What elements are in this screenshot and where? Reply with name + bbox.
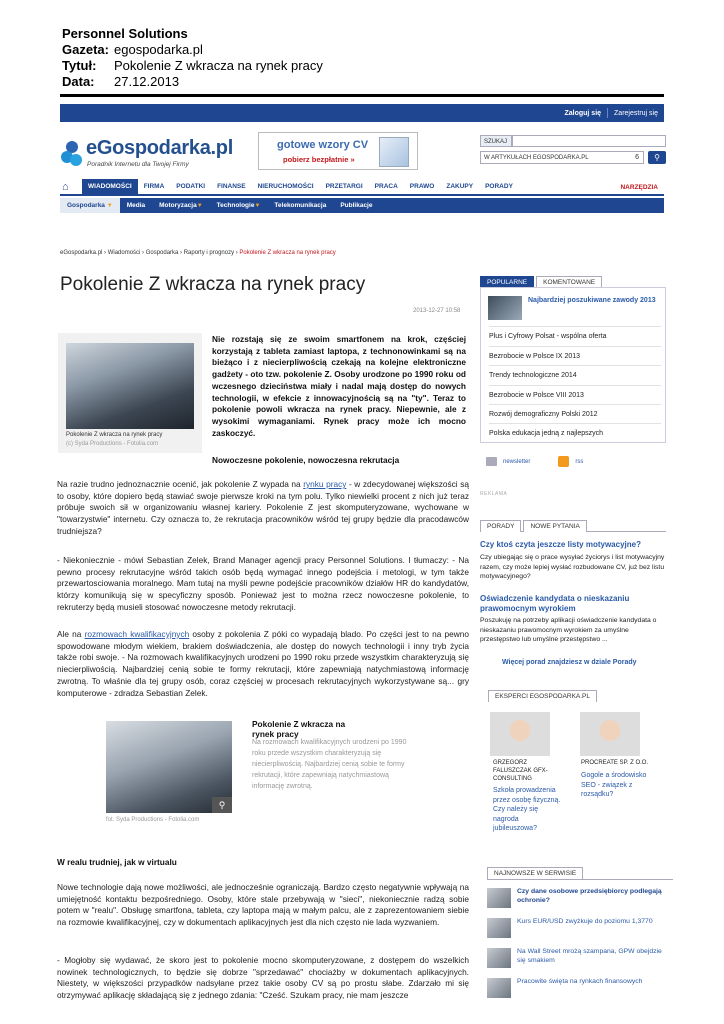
client-name: Personnel Solutions (62, 26, 188, 41)
label-gazeta: Gazeta: (62, 42, 109, 57)
value-data: 27.12.2013 (114, 74, 180, 89)
paragraph-2: - Niekoniecznie - mówi Sebastian Zelek, Brand Manager agencji pracy Personnel Solutions. I tłumaczy: - Na pewno procesy rekrutacyjne wśród takich osób będą wymagać innego podejścia i metologi, w tym także przewartosciowania moralnego. Mam tutaj na myśli pewne podejście pracowników działów HR do kandydatów, którzy komunikują się w specyficzny sposób. Ponieważ jest to można rzecz nowoczesne pokolenie, to rekruterzy będą musieli stosować nowoczesne metody rekrutacji. (57, 555, 469, 612)
news-item[interactable] (487, 918, 673, 942)
image-credit: (c) Syda Productions - Fotolia.com (66, 441, 159, 447)
news-title: Kurs EUR/USD zwyżkuje do poziomu 1,3770 (517, 918, 653, 925)
logo-tagline: Poradnik Internetu dla Twojej Firmy (87, 161, 189, 168)
newsletter-link[interactable]: newsletter (503, 458, 531, 465)
paragraph-4: Nowe technologie dają nowe możliwości, ale jednocześnie ograniczają. Bardzo często negatywnie wpływają na umiejętność kontaktu bezpośredniego. Osoby, które stale przebywają w "sieci", niekoniecznie radzą sobie potem w "realu". Obsługę smartfona, tableta, czy laptopa mają w małym palcu, ale z zaprezentowaniem siebie na rozmowie kwalifikacyjnej, czy w dokumentach aplikacyjnych jest dla nich często nie lada wyzwaniem. (57, 882, 469, 928)
subnav-gospodarka[interactable] (60, 198, 120, 213)
popular-list (480, 287, 666, 443)
article-date: 2013-12-27 10:58 (413, 308, 461, 314)
chevron-down-icon: ▼ (106, 203, 113, 209)
subnav-publikacje[interactable]: Publikacje (340, 202, 373, 209)
news-item[interactable] (487, 948, 673, 972)
label-tytul: Tytuł: (62, 58, 97, 73)
zoom-icon[interactable]: ⚲ (212, 797, 232, 813)
register-link[interactable]: Zarejestruj się (614, 109, 658, 117)
breadcrumb-path[interactable]: eGospodarka.pl › Wiadomości › Gospodarka › Raporty i prognozy › (60, 250, 240, 256)
nav-item-podatki[interactable]: PODATKI (176, 183, 206, 190)
subnav-technologie-label: Technologie (216, 202, 255, 209)
news-title: Czy dane osobowe przedsiębiorcy podlegają ochronie? (517, 888, 662, 904)
experts-title: EKSPERCI EGOSPODARKA.PL (488, 690, 597, 702)
header-divider (60, 94, 664, 97)
article-lead: Nie rozstają się ze swoim smartfonem na krok, częściej korzystają z tableta zamiast laptopa, z technonowinkami są na bieżąco i z niecierpliwością czekają na kolejne elektroniczne gadżety - oto tzw. pokolenie Z. Osoby urodzone po 1990 roku od wczesnego dzieciństwa miały i nadal mają dostęp do nowych technologii, w efekcie z innowacyjnością są na "ty". Teraz to pokolenie powoli wkracza na rynek pracy. Niepewnie, ale z wysokimi wymaganiami. Rynek pracy może ich mocno zaskoczyć. (212, 334, 466, 438)
expert-name: GRZEGORZ FALUSZCZAK GFX-CONSULTING (493, 760, 548, 782)
expert-photo[interactable] (580, 712, 640, 756)
tab-porady[interactable]: PORADY (480, 520, 521, 532)
popular-item[interactable]: Plus i Cyfrowy Polsat - wspólna oferta (489, 326, 661, 346)
ad-banner[interactable] (258, 132, 418, 170)
search-icon: ⚲ (654, 153, 660, 162)
advice-tabs (480, 520, 589, 532)
top-bar (60, 104, 664, 122)
article-image[interactable] (66, 343, 194, 429)
nav-item-prawo[interactable]: PRAWO (409, 183, 435, 190)
search-button[interactable] (648, 151, 666, 164)
tab-popularne[interactable]: POPULARNE (480, 276, 534, 288)
link-rynku-pracy[interactable]: rynku pracy (303, 479, 347, 489)
rss-icon (558, 456, 569, 467)
search-scope-count: 6 (635, 154, 639, 161)
logo-icon (60, 139, 84, 167)
article-image-box (58, 333, 202, 453)
subnav-telekomunikacja[interactable]: Telekomunikacja (274, 202, 327, 209)
ad-line2: pobierz bezpłatnie » (283, 155, 355, 164)
related-article-box[interactable] (100, 711, 407, 839)
news-item[interactable] (487, 888, 673, 912)
expert-name: PROCREATE SP. Z O.O. (581, 760, 649, 766)
search-scope-select[interactable] (480, 151, 644, 164)
breadcrumb-current: Pokolenie Z wkracza na rynek pracy (239, 250, 336, 256)
paragraph-5: - Mogłoby się wydawać, że skoro jest to pokolenie mocno skomputeryzowane, z dostępem do wszelkich nowinek technologicznych, to będzie się dobrze "sprzedawać" chociażby w dokumentach aplikacyjnych. Niestety, w większości przypadków nadsyłane przez takie osoby CV są po prostu słabe. Zdarzało mi się otrzymywać aplikację składającą się z jednego zdania: "Cześć. Szukam pracy, nie mam jeszcze (57, 955, 469, 1001)
tab-nowe-pytania[interactable]: NOWE PYTANIA (523, 520, 586, 532)
newest-header (487, 867, 585, 879)
subnav-motoryzacja-label: Motoryzacja (159, 202, 197, 209)
nav-item-finanse[interactable]: FINANSE (217, 183, 246, 190)
ad-label: REKLAMA (480, 491, 508, 497)
popular-top-item[interactable] (488, 296, 660, 316)
search-box (480, 135, 666, 167)
popular-top-thumbnail (488, 296, 522, 320)
newest-box (487, 866, 673, 1016)
paragraph-1-b: - w zdecydowanej większości są to osoby, które dopiero będą stawiać swoje pierwsze kroki na tym polu. Tylko niewielki procent z nich już teraz próbuje swoich sił w organizowaniu własnej kariery. Pokolenie Z jest skomputeryzowane, wychowane w "towarzystwie" internetu. Czy oznacza to, że rekrutacja pracowników wśród tej grupy będzie dla pracodawców trudniejsza? (57, 479, 469, 536)
popular-item[interactable]: Rozwój demograficzny Polski 2012 (489, 404, 661, 424)
related-text: Na rozmowach kwalifikacyjnych urodzeni po 1990 roku przede wszystkim charakteryzują się niecierpliwością. Najbardziej cenią sobie te formy rekrutacji, które zapewniają natychmiastową informację zwrotną. (252, 739, 407, 790)
press-header (62, 26, 662, 90)
value-gazeta: egospodarka.pl (114, 42, 203, 57)
sub-nav (60, 198, 664, 213)
news-title: Na Wall Street mrożą szampana, GPW obejdzie się smakiem (517, 948, 662, 964)
tab-komentowane[interactable]: KOMENTOWANE (536, 276, 602, 288)
paragraph-3 (57, 629, 469, 699)
nav-item-przetargi[interactable]: PRZETARGI (325, 183, 363, 190)
rss-link[interactable]: rss (575, 458, 584, 465)
news-title: Pracowite święta na rynkach finansowych (517, 978, 643, 985)
subnav-motoryzacja[interactable] (152, 198, 210, 213)
popular-top-title: Najbardziej poszukiwane zawody 2013 (528, 297, 656, 304)
nav-item-firma[interactable]: FIRMA (143, 183, 165, 190)
related-credit: fot. Syda Productions - Fotolia.com (106, 817, 200, 823)
related-title: Pokolenie Z wkracza na rynek pracy (252, 719, 346, 739)
search-scope-value: W ARTYKUŁACH EGOSPODARKA.PL (484, 155, 589, 161)
subnav-gospodarka-label: Gospodarka (67, 202, 105, 209)
news-thumbnail (487, 918, 511, 938)
paragraph-1-a: Na razie trudno jednoznacznie ocenić, jak pokolenie Z wypada na (57, 479, 304, 489)
nav-item-narzedzia[interactable]: NARZĘDZIA (620, 183, 658, 191)
more-advice-link[interactable]: Więcej porad znajdziesz w dziale Porady (502, 659, 637, 666)
advice-text-2: Poszukuję na potrzeby aplikacji oświadczenie kandydata o nieskazaniu prawomocnym wyrokiem za umyślne przestępstwo lub umyślne przestępstwo ... (480, 617, 657, 643)
nav-item-wiadomosci[interactable]: WIADOMOŚCI (82, 179, 138, 195)
experts-box (488, 690, 666, 856)
advice-text-1: Czy ubiegając się o prace wysyłać życiorys i list motywacyjny razem, czy może lepiej wysłać rozbudowane CV, już bez listu motywacyjnego? (480, 554, 665, 580)
expert-article-link[interactable]: Gogole a środowisko SEO - związek z rozsądku? (581, 772, 647, 798)
ad-document-icon (379, 137, 409, 167)
chevron-down-icon: ▼ (254, 203, 261, 209)
newest-title: NAJNOWSZE W SERWISIE (487, 867, 583, 879)
subscribe-links (486, 456, 583, 467)
main-nav (60, 180, 664, 196)
paragraph-1 (57, 479, 469, 538)
expert-article-link[interactable]: Szkoła prowadzenia przez osobę fizyczną. Czy należy się nagroda jubileuszowa? (493, 787, 561, 832)
advice-question-1[interactable]: Czy ktoś czyta jeszcze listy motywacyjne? (480, 540, 641, 549)
label-data: Data: (62, 74, 95, 89)
popular-item[interactable]: Polska edukacja jedną z najlepszych (489, 423, 661, 443)
subnav-technologie[interactable] (210, 198, 268, 213)
page-title: Pokolenie Z wkracza na rynek pracy (60, 274, 366, 295)
news-item[interactable] (487, 978, 673, 1002)
nav-item-praca[interactable]: PRACA (374, 183, 398, 190)
paragraph-3-a: Ale na (57, 629, 85, 639)
article-subhead: Nowoczesne pokolenie, nowoczesna rekrutacja (212, 455, 400, 465)
nav-item-porady[interactable]: PORADY (485, 183, 513, 190)
login-link[interactable]: Zaloguj się (564, 109, 602, 117)
nav-item-zakupy[interactable]: ZAKUPY (446, 183, 474, 190)
ad-line1: gotowe wzory CV (277, 139, 369, 151)
logo-name: eGospodarka.pl (86, 137, 233, 159)
popular-item[interactable]: Bezrobocie w Polsce IX 2013 (489, 346, 661, 366)
home-icon[interactable]: ⌂ (62, 181, 69, 193)
popular-item[interactable]: Bezrobocie w Polsce VIII 2013 (489, 385, 661, 405)
site-logo[interactable] (60, 137, 233, 175)
image-caption: Pokolenie Z wkracza na rynek pracy (66, 432, 163, 438)
news-thumbnail (487, 978, 511, 998)
popular-item[interactable]: Trendy technologiczne 2014 (489, 365, 661, 385)
advice-question-2[interactable]: Oświadczenie kandydata o nieskazaniu prawomocnym wyrokiem (480, 594, 630, 613)
link-rozmowach-kwalifikacyjnych[interactable]: rozmowach kwalifikacyjnych (84, 629, 190, 639)
search-input[interactable] (512, 135, 666, 147)
value-tytul: Pokolenie Z wkracza na rynek pracy (114, 58, 323, 73)
experts-header (488, 690, 599, 702)
chevron-down-icon: ▼ (196, 203, 203, 209)
newsletter-icon (486, 457, 497, 466)
search-label: SZUKAJ (480, 135, 512, 147)
expert-photo[interactable] (490, 712, 550, 756)
breadcrumb (60, 250, 336, 256)
nav-item-nieruchomosci[interactable]: NIERUCHOMOŚCI (257, 183, 314, 190)
article-subhead-2: W realu trudniej, jak w virtualu (57, 857, 177, 867)
news-thumbnail (487, 948, 511, 968)
paragraph-3-b: osoby z pokolenia Z póki co wypadają blado. Po części jest to na pewno spowodowane młodym wiekiem, brakiem doświadczenia, ale dostęp do nowych technologii i inny tryb życia także robi swoje. - Na rozmowach kwalifikacyjnych urodzeni po 1990 roku przede wszystkim charakteryzują się niecierpliwością. Najbardziej cenią sobie te formy rekrutacji, które zapewniają natychmiastową informację zwrotną. To właśnie dla tej grupy osób, coraz częściej w procesach rekrutacyjnych wykorzystywane są... gry komputerowe - zdradza Sebastian Zelek. (57, 629, 469, 698)
news-thumbnail (487, 888, 511, 908)
subnav-media[interactable]: Media (126, 202, 146, 209)
advice-box (480, 519, 666, 672)
